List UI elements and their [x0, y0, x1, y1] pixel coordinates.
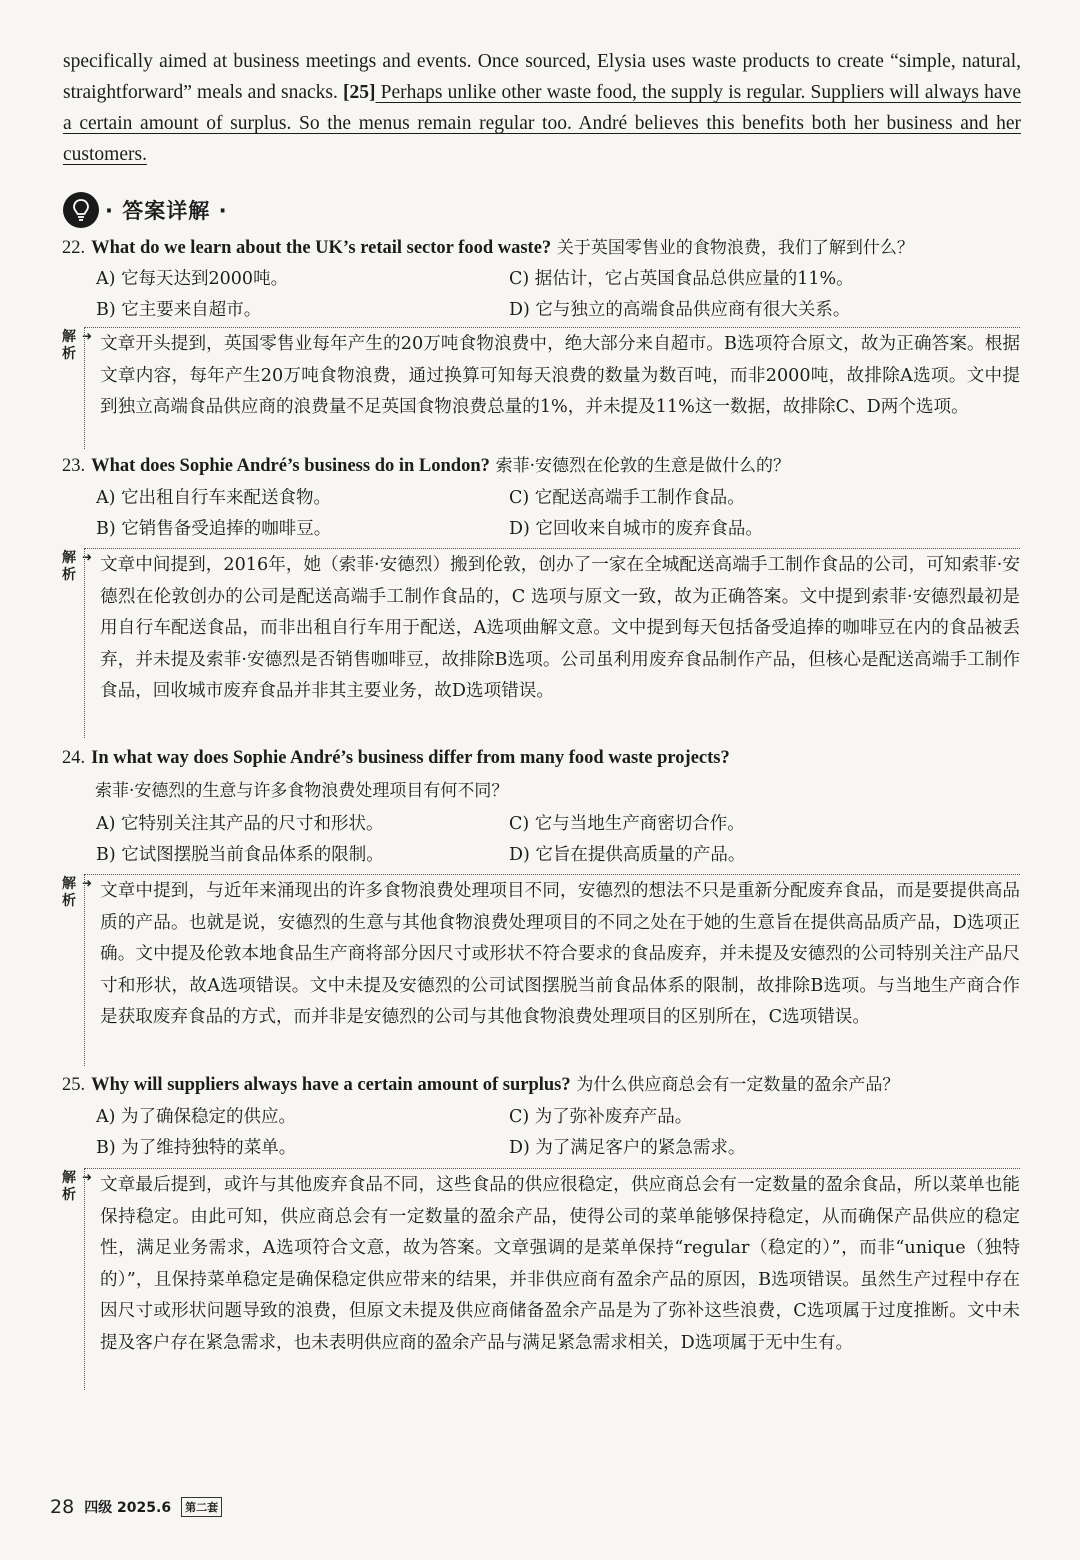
option-d: D) 为了满足客户的紧急需求。 [509, 1138, 746, 1158]
analysis-text: 文章最后提到，或许与其他废弃食品不同，这些食品的供应很稳定，供应商总会有一定数量的盈余食品，所以菜单也能保持稳定。由此可知，供应商总会有一定数量的盈余产品，使得公司的菜单能够保持稳定，从而确保产品供应的稳定性，满足业务需求，A选项符合文意，故为答案。文章强调的是菜单保持“regular（稳定的）”，而非“unique（独特的）”，且保持菜单稳定是确保稳定供应带来的结果，并非供应商有盈余产品的原因，B选项错误。虽然生产过程中存在因尺寸或形状问题导致的浪费，但原文未提及供应商储备盈余产品是为了弥补这些浪费，C选项属于过度推断。文中未提及客户存在紧急需求，也未表明供应商的盈余产品与满足紧急需求相关，D选项属于无中生有。 [100, 1175, 1020, 1353]
options-25 [96, 1102, 1016, 1164]
page-number: 28 [50, 1496, 75, 1518]
question-22 [62, 233, 1022, 263]
question-marker-25: [25] [343, 82, 376, 103]
analysis-24 [62, 874, 1020, 1066]
question-23 [62, 451, 1022, 481]
arrow-icon: ➜ [82, 329, 93, 343]
option-c: C) 为了弥补废弃产品。 [509, 1107, 693, 1127]
option-d: D) 它回收来自城市的废弃食品。 [509, 519, 763, 539]
option-b: B) 它试图摆脱当前食品体系的限制。 [96, 845, 384, 865]
underlined-answer-text: Perhaps unlike other waste food, the supply is regular. Suppliers will always have a certain amount of surplus. So the menus remain regular too. André believes this benefits both her business and her customers. [63, 82, 1021, 165]
analysis-tag: 解析 [62, 550, 76, 583]
option-c: C) 它配送高端手工制作食品。 [509, 488, 745, 508]
question-english: Why will suppliers always have a certain amount of surplus? [91, 1075, 571, 1095]
analysis-22 [62, 327, 1020, 449]
question-chinese: 索菲·安德烈在伦敦的生意是做什么的？ [495, 456, 791, 476]
question-english: What do we learn about the UK’s retail sector food waste? [91, 238, 552, 258]
option-a: A) 为了确保稳定的供应。 [96, 1107, 297, 1127]
arrow-icon: ➜ [82, 1170, 93, 1184]
section-heading [63, 190, 228, 230]
question-chinese: 为什么供应商总会有一定数量的盈余产品？ [576, 1075, 900, 1095]
option-b: B) 为了维持独特的菜单。 [96, 1138, 297, 1158]
option-b: B) 它主要来自超市。 [96, 300, 262, 320]
question-english: What does Sophie André’s business do in London? [91, 456, 490, 476]
analysis-25 [62, 1168, 1020, 1390]
analysis-text: 文章中间提到，2016年，她（索菲·安德烈）搬到伦敦，创办了一家在全城配送高端手工制作食品的公司，可知索菲·安德烈在伦敦创办的公司是配送高端手工制作食品的，C 选项与原文一致，故为正确答案。文中提到索菲·安德烈最初是用自行车配送食品，而非出租自行车用于配送，A选项曲解文意。文中提到每天包括备受追捧的咖啡豆在内的食品被丢弃，并未提及索菲·安德烈是否销售咖啡豆，故排除B选项。公司虽利用废弃食品制作产品，但核心是配送高端手工制作食品，回收城市废弃食品并非其主要业务，故D选项错误。 [100, 555, 1020, 701]
chapter-badge: 第二套 [181, 1497, 222, 1517]
question-number: 25. [62, 1075, 86, 1095]
passage-text: specifically aimed at business meetings and events. Once sourced, Elysia uses waste products to create “simple, natural, straightforward” meals and snacks. [63, 51, 1021, 103]
option-a: A) 它特别关注其产品的尺寸和形状。 [96, 814, 384, 834]
section-title: · 答案详解 · [105, 199, 228, 223]
option-c: C) 据估计，它占英国食品总供应量的11%。 [509, 269, 854, 289]
question-25 [62, 1070, 1022, 1100]
option-d: D) 它旨在提供高质量的产品。 [509, 845, 746, 865]
question-chinese: 关于英国零售业的食物浪费，我们了解到什么？ [556, 238, 914, 258]
option-c: C) 它与当地生产商密切合作。 [509, 814, 745, 834]
analysis-tag: 解析 [62, 329, 76, 362]
question-24-chinese [95, 776, 1015, 806]
lightbulb-icon [63, 192, 99, 228]
analysis-tag: 解析 [62, 1170, 76, 1203]
option-a: A) 它出租自行车来配送食物。 [96, 488, 332, 508]
options-24 [96, 809, 1016, 871]
analysis-text: 文章中提到，与近年来涌现出的许多食物浪费处理项目不同，安德烈的想法不只是重新分配废弃食品，而是要提供高品质的产品。也就是说，安德烈的生意与其他食物浪费处理项目的不同之处在于她的生意旨在提供高品质产品，D选项正确。文中提及伦敦本地食品生产商将部分因尺寸或形状不符合要求的食品废弃，并未提及安德烈的公司特别关注产品尺寸和形状，故A选项错误。文中未提及安德烈的公司试图摆脱当前食品体系的限制，故排除B选项。与当地生产商合作是获取废弃食品的方式，而并非是安德烈的公司与其他食物浪费处理项目的区别所在，C选项错误。 [100, 881, 1020, 1027]
question-number: 22. [62, 238, 86, 258]
question-24 [62, 743, 1022, 773]
arrow-icon: ➜ [82, 550, 93, 564]
analysis-23 [62, 548, 1020, 738]
options-23 [96, 483, 1016, 545]
option-b: B) 它销售备受追捧的咖啡豆。 [96, 519, 332, 539]
issue-label: 四级 2025.6 [84, 1500, 172, 1516]
question-number: 24. [62, 748, 86, 768]
option-a: A) 它每天达到2000吨。 [96, 269, 289, 289]
analysis-tag: 解析 [62, 876, 76, 909]
option-d: D) 它与独立的高端食品供应商有很大关系。 [509, 300, 851, 320]
page-footer [50, 1496, 222, 1518]
arrow-icon: ➜ [82, 876, 93, 890]
options-22 [96, 264, 1016, 326]
analysis-text: 文章开头提到，英国零售业每年产生的20万吨食物浪费中，绝大部分来自超市。B选项符合原文，故为正确答案。根据文章内容，每年产生20万吨食物浪费，通过换算可知每天浪费的数量为数百吨，而非2000吨，故排除A选项。文中提到独立高端食品供应商的浪费量不足英国食物浪费总量的1%，并未提及11%这一数据，故排除C、D两个选项。 [100, 334, 1020, 417]
passage-paragraph [63, 46, 1021, 170]
question-number: 23. [62, 456, 86, 476]
question-chinese: 索菲·安德烈的生意与许多食物浪费处理项目有何不同？ [95, 781, 509, 801]
question-english: In what way does Sophie André’s business differ from many food waste projects? [91, 748, 730, 768]
